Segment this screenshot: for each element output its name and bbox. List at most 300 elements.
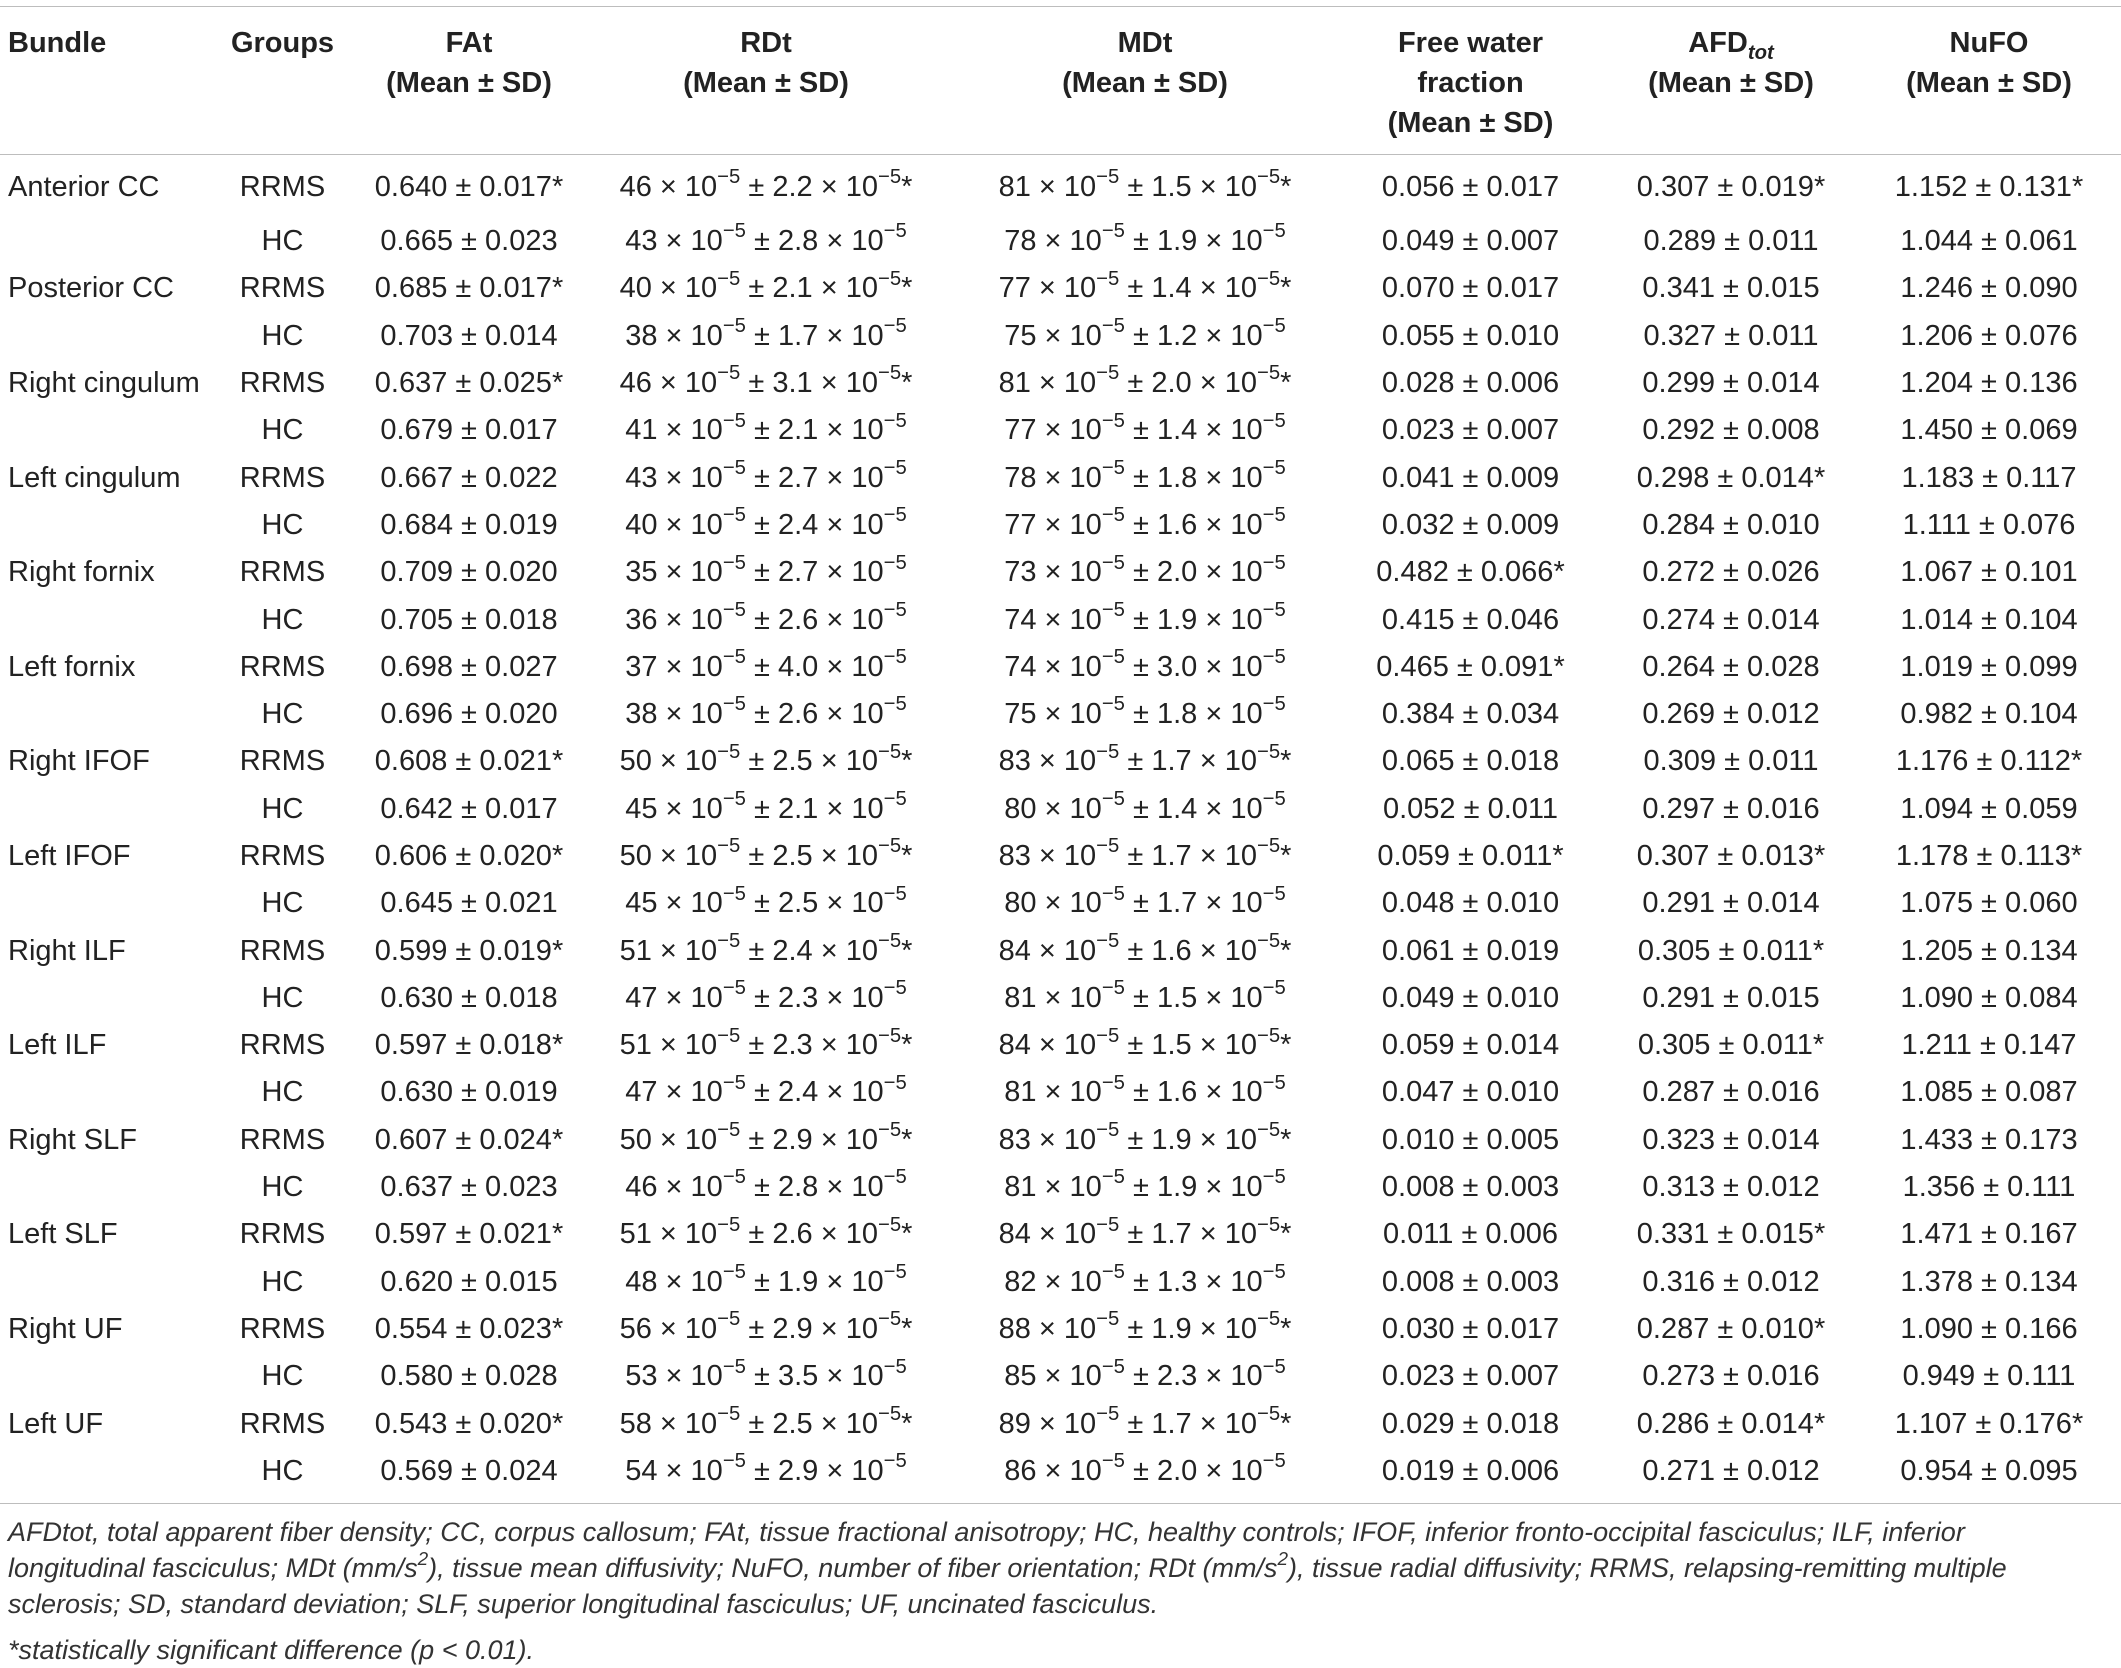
exp-base: 10 xyxy=(1230,319,1263,352)
cell-fat: 0.642 ± 0.017 xyxy=(380,792,558,825)
cell-bundle xyxy=(0,1353,205,1400)
exp-base: 10 xyxy=(1069,1171,1102,1204)
cell-afd-tot: 0.272 ± 0.026 xyxy=(1642,556,1820,589)
cell-nufo: 1.085 ± 0.087 xyxy=(1900,1076,2078,1109)
cell-group: RRMS xyxy=(239,171,326,203)
sd-mantissa: 2.9 xyxy=(772,1123,813,1156)
plus-minus: ± xyxy=(1133,887,1149,920)
times-sign: × xyxy=(826,650,844,683)
cell-afd-tot: 0.316 ± 0.012 xyxy=(1642,1265,1820,1298)
cell-mdt xyxy=(954,1353,1336,1400)
exp-base: 10 xyxy=(1069,461,1102,494)
sd-mantissa: 1.9 xyxy=(1151,1123,1192,1156)
cell-free-water: 0.008 ± 0.003 xyxy=(1381,1171,1560,1204)
plus-minus: ± xyxy=(748,745,765,778)
significance-star: * xyxy=(1280,1123,1292,1156)
times-sign: × xyxy=(1205,1454,1223,1487)
cell-nufo: 1.019 ± 0.099 xyxy=(1900,650,2078,683)
significance-star: * xyxy=(1280,1029,1292,1062)
cell-nufo: 1.206 ± 0.076 xyxy=(1900,319,2078,352)
cell-bundle xyxy=(0,502,205,549)
exponent: −5 xyxy=(1101,220,1125,243)
mantissa: 74 xyxy=(1004,603,1037,636)
cell-fat: 0.698 ± 0.027 xyxy=(380,650,558,683)
exp-base: 10 xyxy=(1069,1076,1102,1109)
plus-minus: ± xyxy=(754,792,770,825)
plus-minus: ± xyxy=(1127,272,1144,305)
exp-base: 10 xyxy=(1224,934,1257,967)
exponent: −5 xyxy=(1262,1071,1286,1094)
plus-minus: ± xyxy=(748,1123,765,1156)
significance-star: * xyxy=(901,367,913,400)
exponent: −5 xyxy=(883,646,907,669)
times-sign: × xyxy=(820,1218,838,1251)
cell-group: HC xyxy=(261,1454,304,1487)
exp-base: 10 xyxy=(684,272,718,305)
exp-base: 10 xyxy=(1230,461,1263,494)
exponent: −5 xyxy=(883,1355,907,1378)
mantissa: 80 xyxy=(1004,887,1037,920)
times-sign: × xyxy=(1044,650,1062,683)
cell-group: RRMS xyxy=(239,272,326,305)
exponent: −5 xyxy=(883,315,907,338)
exponent: −5 xyxy=(722,693,746,716)
times-sign: × xyxy=(665,508,683,541)
sd-mantissa: 3.0 xyxy=(1156,650,1198,683)
plus-minus: ± xyxy=(748,840,765,872)
plus-minus: ± xyxy=(1127,840,1144,872)
cell-rdt xyxy=(578,1306,954,1353)
exp-base: 10 xyxy=(690,556,723,589)
times-sign: × xyxy=(659,1029,677,1062)
sd-mantissa: 1.7 xyxy=(1151,1218,1192,1251)
cell-bundle: Posterior CC xyxy=(8,272,174,305)
mantissa: 75 xyxy=(1004,319,1037,352)
exponent: −5 xyxy=(878,1024,902,1047)
cell-group: RRMS xyxy=(239,556,326,589)
sd-mantissa: 1.9 xyxy=(1156,603,1198,636)
exp-base: 10 xyxy=(690,1454,723,1487)
exponent: −5 xyxy=(1096,835,1120,858)
exponent: −5 xyxy=(1262,1450,1286,1473)
cell-afd-tot: 0.305 ± 0.011* xyxy=(1637,934,1825,967)
table-row xyxy=(0,738,2121,785)
cell-afd-tot: 0.313 ± 0.012 xyxy=(1642,1171,1820,1204)
sd-mantissa: 1.6 xyxy=(1156,508,1198,541)
exponent: −5 xyxy=(1257,1308,1281,1331)
sd-mantissa: 1.4 xyxy=(1156,792,1198,825)
exp-base: 10 xyxy=(845,934,878,967)
cell-afd-tot: 0.289 ± 0.011 xyxy=(1643,225,1819,258)
cell-bundle xyxy=(0,691,205,738)
cell-mdt xyxy=(954,454,1336,501)
cell-nufo: 1.205 ± 0.134 xyxy=(1900,934,2078,967)
exp-base: 10 xyxy=(845,272,878,305)
times-sign: × xyxy=(665,603,683,636)
table-row xyxy=(0,1117,2121,1164)
cell-nufo: 1.014 ± 0.104 xyxy=(1900,603,2078,636)
significance-star: * xyxy=(901,1029,913,1062)
exp-base: 10 xyxy=(690,1360,723,1393)
significance-star: * xyxy=(1280,367,1292,400)
exp-base: 10 xyxy=(1224,1407,1257,1440)
cell-group: HC xyxy=(261,887,304,920)
table-row xyxy=(0,1353,2121,1400)
cell-mdt xyxy=(954,691,1336,738)
exp-base: 10 xyxy=(1069,981,1102,1014)
exp-base: 10 xyxy=(684,1123,718,1156)
cell-fat: 0.597 ± 0.018* xyxy=(374,1029,564,1062)
plus-minus: ± xyxy=(1127,1123,1144,1156)
exp-base: 10 xyxy=(1063,1312,1097,1345)
times-sign: × xyxy=(826,1360,844,1393)
exponent: −5 xyxy=(722,504,746,527)
exponent: −5 xyxy=(883,1261,907,1283)
significance-star: * xyxy=(1280,1218,1292,1251)
times-sign: × xyxy=(826,1076,844,1109)
cell-bundle xyxy=(0,313,205,360)
exp-base: 10 xyxy=(684,1407,718,1440)
cell-afd-tot: 0.273 ± 0.016 xyxy=(1642,1360,1820,1393)
cell-nufo: 1.178 ± 0.113* xyxy=(1895,840,2083,872)
cell-rdt xyxy=(578,265,954,312)
table-row xyxy=(0,1211,2121,1258)
exp-base: 10 xyxy=(1230,1454,1263,1487)
times-sign: × xyxy=(1038,367,1056,400)
table-row xyxy=(0,454,2121,501)
cell-group: RRMS xyxy=(239,840,326,872)
cell-free-water: 0.029 ± 0.018 xyxy=(1381,1407,1560,1440)
table-row xyxy=(0,644,2121,691)
exp-base: 10 xyxy=(1069,319,1102,352)
times-sign: × xyxy=(826,792,844,825)
table-row xyxy=(0,502,2121,549)
exp-base: 10 xyxy=(690,887,723,920)
times-sign: × xyxy=(820,1123,838,1156)
plus-minus: ± xyxy=(1133,1360,1149,1393)
times-sign: × xyxy=(820,745,838,778)
mantissa: 37 xyxy=(625,650,658,683)
exp-base: 10 xyxy=(690,981,723,1014)
plus-minus: ± xyxy=(754,414,770,447)
cell-bundle xyxy=(0,975,205,1022)
plus-minus: ± xyxy=(754,698,770,731)
cell-mdt xyxy=(954,880,1336,927)
sd-mantissa: 1.5 xyxy=(1156,981,1198,1014)
cell-free-water: 0.032 ± 0.009 xyxy=(1381,508,1560,541)
times-sign: × xyxy=(665,650,683,683)
times-sign: × xyxy=(1044,1076,1062,1109)
sd-mantissa: 1.4 xyxy=(1151,272,1192,305)
cell-nufo: 1.067 ± 0.101 xyxy=(1900,556,2078,589)
cell-afd-tot: 0.307 ± 0.013* xyxy=(1636,840,1826,872)
plus-minus: ± xyxy=(754,981,770,1014)
exp-base: 10 xyxy=(1069,1265,1102,1298)
cell-afd-tot: 0.274 ± 0.014 xyxy=(1642,603,1820,636)
exponent: −5 xyxy=(722,551,746,574)
exponent: −5 xyxy=(883,598,907,621)
significance-star: * xyxy=(901,745,913,778)
cell-free-water: 0.048 ± 0.010 xyxy=(1381,887,1560,920)
cell-rdt xyxy=(578,454,954,501)
cell-free-water: 0.415 ± 0.046 xyxy=(1381,603,1560,636)
exponent: −5 xyxy=(1096,1119,1120,1142)
exp-base: 10 xyxy=(851,650,884,683)
significance-star: * xyxy=(1280,934,1292,967)
cell-bundle xyxy=(0,218,205,265)
cell-bundle: Anterior CC xyxy=(8,171,160,203)
exponent: −5 xyxy=(1262,788,1286,811)
plus-minus: ± xyxy=(754,1454,770,1487)
cell-nufo: 1.176 ± 0.112* xyxy=(1895,745,2083,778)
plus-minus: ± xyxy=(1127,1029,1144,1062)
times-sign: × xyxy=(1038,745,1056,778)
cell-nufo: 1.378 ± 0.134 xyxy=(1900,1265,2078,1298)
cell-mdt xyxy=(954,407,1336,454)
times-sign: × xyxy=(1038,1029,1056,1062)
mantissa: 50 xyxy=(619,840,652,872)
times-sign: × xyxy=(1044,887,1062,920)
exponent: −5 xyxy=(1101,646,1125,669)
times-sign: × xyxy=(665,414,683,447)
sd-mantissa: 2.9 xyxy=(777,1454,819,1487)
cell-nufo: 0.982 ± 0.104 xyxy=(1900,698,2078,731)
cell-nufo: 1.152 ± 0.131* xyxy=(1894,171,2084,203)
cell-free-water: 0.011 ± 0.006 xyxy=(1382,1218,1559,1251)
plus-minus: ± xyxy=(1133,461,1149,494)
exp-base: 10 xyxy=(851,556,884,589)
mantissa: 84 xyxy=(998,1218,1031,1251)
exponent: −5 xyxy=(1262,882,1286,905)
cell-bundle: Right UF xyxy=(8,1312,123,1345)
plus-minus: ± xyxy=(1127,1407,1144,1440)
cell-mdt xyxy=(954,502,1336,549)
exp-base: 10 xyxy=(690,1171,723,1204)
mantissa: 81 xyxy=(998,367,1031,400)
cell-free-water: 0.059 ± 0.014 xyxy=(1381,1029,1560,1062)
times-sign: × xyxy=(659,745,677,778)
significance-star: * xyxy=(1280,272,1292,305)
times-sign: × xyxy=(1205,508,1223,541)
cell-nufo: 1.211 ± 0.147 xyxy=(1901,1029,2077,1062)
cell-fat: 0.543 ± 0.020* xyxy=(374,1407,564,1440)
plus-minus: ± xyxy=(1133,319,1149,352)
plus-minus: ± xyxy=(754,319,770,352)
sd-mantissa: 1.4 xyxy=(1156,414,1198,447)
times-sign: × xyxy=(1205,461,1223,494)
times-sign: × xyxy=(826,556,844,589)
times-sign: × xyxy=(1044,1171,1062,1204)
cell-bundle: Left UF xyxy=(8,1407,104,1440)
sd-mantissa: 2.4 xyxy=(772,934,813,967)
cell-group: RRMS xyxy=(239,1123,326,1156)
cell-group: RRMS xyxy=(239,650,326,683)
cell-afd-tot: 0.271 ± 0.012 xyxy=(1642,1454,1820,1487)
exponent: −5 xyxy=(1262,693,1286,716)
footnote-significance: *statistically significant difference (p < 0.01). xyxy=(8,1635,534,1665)
cell-rdt xyxy=(578,407,954,454)
exponent: −5 xyxy=(1096,1308,1120,1331)
mantissa: 45 xyxy=(625,792,658,825)
sd-mantissa: 2.7 xyxy=(777,461,819,494)
cell-mdt xyxy=(954,1022,1336,1069)
plus-minus: ± xyxy=(754,603,770,636)
table-row xyxy=(0,360,2121,407)
exponent: −5 xyxy=(1096,1024,1120,1047)
cell-free-water: 0.041 ± 0.009 xyxy=(1381,461,1560,494)
cell-fat: 0.665 ± 0.023 xyxy=(380,225,558,258)
mantissa: 73 xyxy=(1004,556,1037,589)
cell-mdt xyxy=(954,313,1336,360)
cell-mdt xyxy=(954,1164,1336,1211)
mantissa: 43 xyxy=(625,461,658,494)
mantissa: 83 xyxy=(998,745,1031,778)
exponent: −5 xyxy=(1257,362,1281,385)
cell-rdt xyxy=(578,1069,954,1116)
plus-minus: ± xyxy=(1127,934,1144,967)
cell-afd-tot: 0.291 ± 0.014 xyxy=(1642,887,1820,920)
cell-fat: 0.709 ± 0.020 xyxy=(380,556,558,589)
mantissa: 51 xyxy=(619,1029,652,1062)
exp-base: 10 xyxy=(1224,1312,1257,1345)
cell-fat: 0.606 ± 0.020* xyxy=(374,840,564,872)
plus-minus: ± xyxy=(1127,1312,1144,1345)
times-sign: × xyxy=(665,1454,683,1487)
sd-mantissa: 2.3 xyxy=(772,1029,813,1062)
plus-minus: ± xyxy=(748,367,765,400)
significance-star: * xyxy=(1280,1407,1292,1440)
cell-fat: 0.703 ± 0.014 xyxy=(380,319,558,352)
cell-bundle: Right ILF xyxy=(8,934,126,967)
cell-nufo: 1.450 ± 0.069 xyxy=(1900,414,2078,447)
times-sign: × xyxy=(665,981,683,1014)
mantissa: 85 xyxy=(1004,1360,1037,1393)
exponent: −5 xyxy=(1096,1402,1120,1425)
times-sign: × xyxy=(820,367,838,400)
exp-base: 10 xyxy=(690,603,723,636)
cell-free-water: 0.019 ± 0.006 xyxy=(1381,1454,1560,1487)
table-row xyxy=(0,313,2121,360)
cell-mdt xyxy=(954,549,1336,596)
exponent: −5 xyxy=(1101,1261,1125,1283)
exp-base: 10 xyxy=(1230,698,1263,731)
sd-mantissa: 1.7 xyxy=(1151,1407,1192,1440)
exponent: −5 xyxy=(1257,267,1281,290)
exponent: −5 xyxy=(717,929,741,952)
exp-base: 10 xyxy=(851,1360,884,1393)
exp-base: 10 xyxy=(690,461,723,494)
exponent: −5 xyxy=(1101,1355,1125,1378)
exponent: −5 xyxy=(1262,220,1286,243)
sd-mantissa: 2.0 xyxy=(1156,556,1198,589)
times-sign: × xyxy=(1199,934,1217,967)
significance-star: * xyxy=(901,171,913,203)
cell-mdt xyxy=(954,927,1336,974)
times-sign: × xyxy=(820,1407,838,1440)
cell-mdt xyxy=(954,738,1336,785)
exp-base: 10 xyxy=(1063,171,1097,203)
cell-afd-tot: 0.264 ± 0.028 xyxy=(1642,650,1820,683)
table-row xyxy=(0,927,2121,974)
mantissa: 77 xyxy=(998,272,1031,305)
cell-free-water: 0.047 ± 0.010 xyxy=(1381,1076,1560,1109)
times-sign: × xyxy=(659,840,677,872)
times-sign: × xyxy=(1205,792,1223,825)
sd-mantissa: 1.7 xyxy=(1156,887,1198,920)
times-sign: × xyxy=(665,1171,683,1204)
times-sign: × xyxy=(1199,1123,1217,1156)
cell-bundle xyxy=(0,1164,205,1211)
exponent: −5 xyxy=(722,977,746,1000)
exp-base: 10 xyxy=(690,650,723,683)
exponent: −5 xyxy=(883,693,907,716)
plus-minus: ± xyxy=(1133,1171,1149,1204)
exp-base: 10 xyxy=(1069,887,1102,920)
cell-free-water: 0.059 ± 0.011* xyxy=(1377,840,1564,872)
exponent: −5 xyxy=(878,1402,902,1425)
plus-minus: ± xyxy=(1127,745,1144,778)
plus-minus: ± xyxy=(754,1360,770,1393)
exponent: −5 xyxy=(1257,835,1281,858)
cell-group: HC xyxy=(261,1360,304,1393)
exp-base: 10 xyxy=(684,171,718,203)
times-sign: × xyxy=(659,1218,677,1251)
times-sign: × xyxy=(1038,1312,1056,1345)
cell-fat: 0.554 ± 0.023* xyxy=(374,1312,564,1345)
table-row xyxy=(0,1448,2121,1495)
mantissa: 36 xyxy=(625,603,658,636)
table-row xyxy=(0,833,2121,880)
exp-base: 10 xyxy=(1069,650,1102,683)
cell-afd-tot: 0.291 ± 0.015 xyxy=(1642,981,1820,1014)
mantissa: 89 xyxy=(998,1407,1031,1440)
mantissa: 51 xyxy=(619,934,652,967)
times-sign: × xyxy=(1205,1171,1223,1204)
sd-mantissa: 2.6 xyxy=(777,698,819,731)
exp-base: 10 xyxy=(1230,225,1263,258)
sd-mantissa: 2.3 xyxy=(777,981,819,1014)
mantissa: 74 xyxy=(1004,650,1037,683)
exp-base: 10 xyxy=(845,1312,878,1345)
times-sign: × xyxy=(1199,840,1217,872)
table-row xyxy=(0,691,2121,738)
exp-base: 10 xyxy=(1069,556,1102,589)
cell-fat: 0.696 ± 0.020 xyxy=(380,698,558,731)
cell-group: HC xyxy=(261,319,304,352)
cell-bundle xyxy=(0,786,205,833)
times-sign: × xyxy=(1038,1407,1056,1440)
plus-minus: ± xyxy=(1133,225,1149,258)
mantissa: 53 xyxy=(625,1360,658,1393)
sd-mantissa: 1.5 xyxy=(1151,171,1192,203)
mantissa: 88 xyxy=(998,1312,1031,1345)
cell-nufo: 1.090 ± 0.166 xyxy=(1900,1312,2078,1345)
cell-fat: 0.597 ± 0.021* xyxy=(374,1218,564,1251)
cell-fat: 0.684 ± 0.019 xyxy=(380,508,558,541)
cell-bundle xyxy=(0,407,205,454)
exp-base: 10 xyxy=(1224,1029,1257,1062)
exp-base: 10 xyxy=(1230,887,1263,920)
mantissa: 40 xyxy=(619,272,652,305)
exp-base: 10 xyxy=(1063,1407,1097,1440)
mantissa: 50 xyxy=(619,745,652,778)
times-sign: × xyxy=(1044,461,1062,494)
cell-nufo: 1.204 ± 0.136 xyxy=(1900,367,2078,400)
times-sign: × xyxy=(1199,1029,1217,1062)
exp-base: 10 xyxy=(690,508,723,541)
cell-group: HC xyxy=(261,1171,304,1204)
cell-mdt xyxy=(954,1400,1336,1447)
